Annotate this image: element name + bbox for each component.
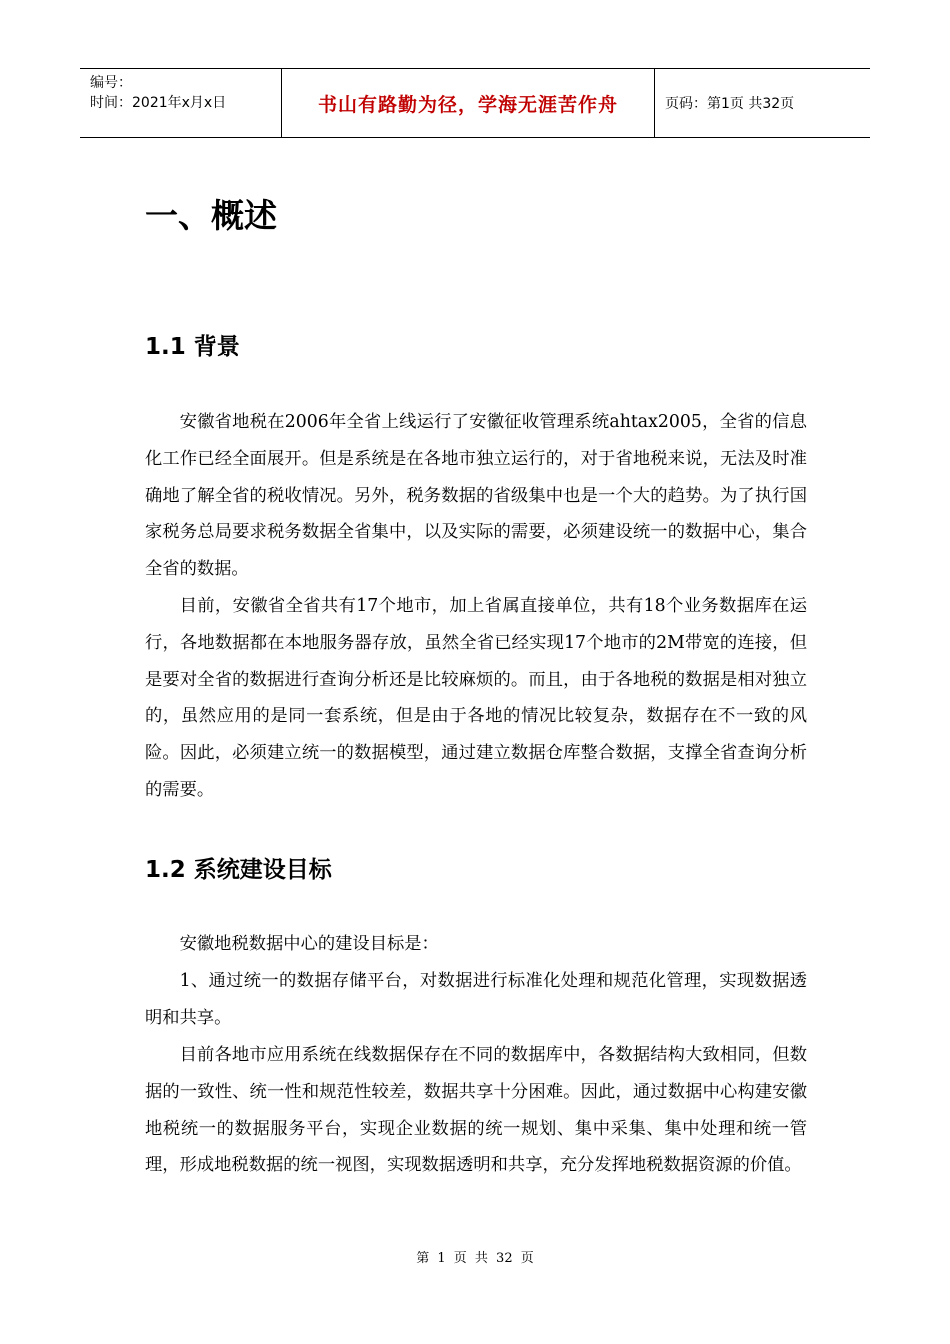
header-motto: 书山有路勤为径，学海无涯苦作舟 [282, 69, 655, 137]
page-footer: 第 1 页 共 32 页 [416, 1251, 534, 1266]
section-title-background: 1.1 背景 [145, 334, 240, 360]
number-label: 编号： [90, 75, 132, 91]
paragraph: 安徽地税数据中心的建设目标是： [179, 934, 439, 954]
paragraph: 目前各地市应用系统在线数据保存在不同的数据库中，各数据结构大致相同，但数据的一致性、统一性和规范性较差，数据共享十分困难。因此，通过数据中心构建安徽地税统一的数据服务平台，实现企业数据的统一规划、集中采集、集中处理和统一管理，形成地税数据的统一视图，实现数据透明和共享，充分发挥地税数据资源的价值。 [145, 1045, 807, 1176]
time-label: 时间：2021年x月x日 [90, 95, 227, 111]
header-meta [80, 69, 282, 137]
paragraph: 1、通过统一的数据存储平台，对数据进行标准化处理和规范化管理，实现数据透明和共享。 [145, 971, 807, 1028]
paragraph: 目前，安徽省全省共有17个地市，加上省属直接单位，共有18个业务数据库在运行，各地数据都在本地服务器存放，虽然全省已经实现17个地市的2M带宽的连接，但是要对全省的数据进行查询分析还是比较麻烦的。而且，由于各地税的数据是相对独立的，虽然应用的是同一套系统，但是由于各地的情况比较复杂，数据存在不一致的风险。因此，必须建立统一的数据模型，通过建立数据仓库整合数据，支撑全省查询分析的需要。 [145, 596, 807, 800]
paragraph: 安徽省地税在2006年全省上线运行了安徽征收管理系统ahtax2005，全省的信息化工作已经全面展开。但是系统是在各地市独立运行的，对于省地税来说，无法及时准确地了解全省的税收情况。另外，税务数据的省级集中也是一个大的趋势。为了执行国家税务总局要求税务数据全省集中，以及实际的需要，必须建设统一的数据中心，集合全省的数据。 [145, 412, 807, 580]
page-header [80, 68, 870, 138]
header-page-info: 页码：第1页 共32页 [665, 96, 795, 112]
chapter-title: 一、概述 [145, 196, 277, 235]
section-title-goals: 1.2 系统建设目标 [145, 857, 332, 883]
